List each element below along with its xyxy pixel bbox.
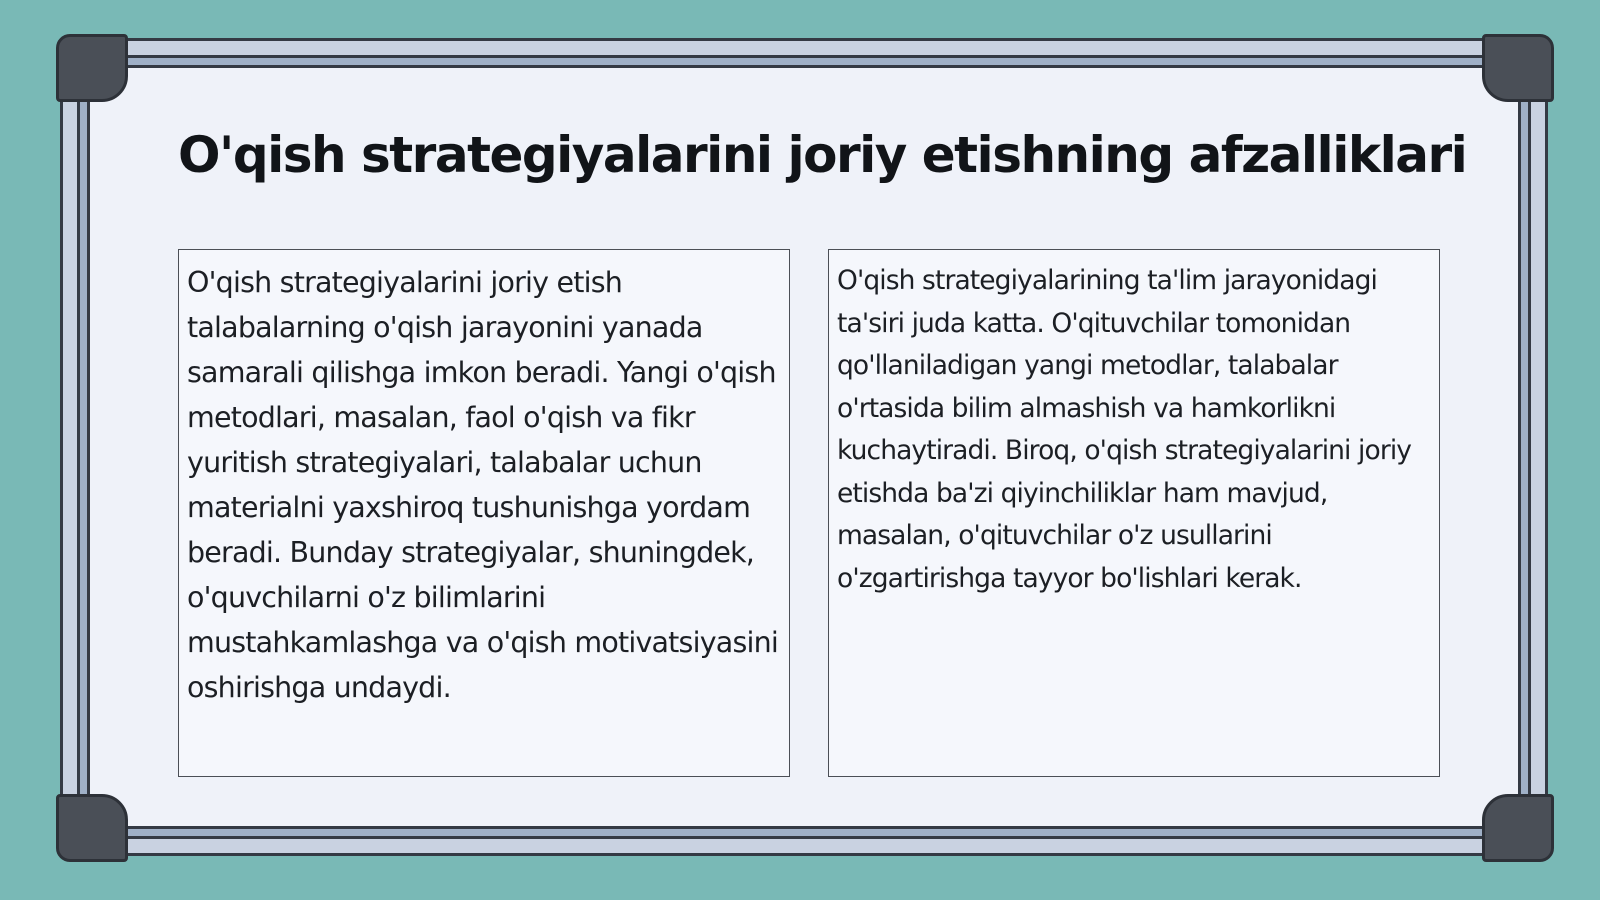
frame-corner-bottom-right [1482,794,1554,862]
left-text-box[interactable]: O'qish strategiyalarini joriy etish talabalarning o'qish jarayonini yanada samarali qilishga imkon beradi. Yangi o'qish metodlari, masalan, faol o'qish va fikr yuritish strategiyalari, talabalar uchun materialni yaxshiroq tushunishga yordam beradi. Bunday strategiyalar, shuningdek, o'quvchilarni o'z bilimlarini mustahkamlashga va o'qish motivatsiyasini oshirishga undaydi. [178,249,790,777]
slide-title: O'qish strategiyalarini joriy etishning afzalliklari [178,126,1467,184]
frame-corner-top-left [56,34,128,102]
frame-corner-top-right [1482,34,1554,102]
right-text-box[interactable]: O'qish strategiyalarining ta'lim jarayonidagi ta'siri juda katta. O'qituvchilar tomonidan qo'llaniladigan yangi metodlar, talabalar o'rtasida bilim almashish va hamkorlikni kuchaytiradi. Biroq, o'qish strategiyalarini joriy etishda ba'zi qiyinchiliklar ham mavjud, masalan, o'qituvchilar o'z usullarini o'zgartirishga tayyor bo'lishlari kerak. [828,249,1440,777]
frame-corner-bottom-left [56,794,128,862]
